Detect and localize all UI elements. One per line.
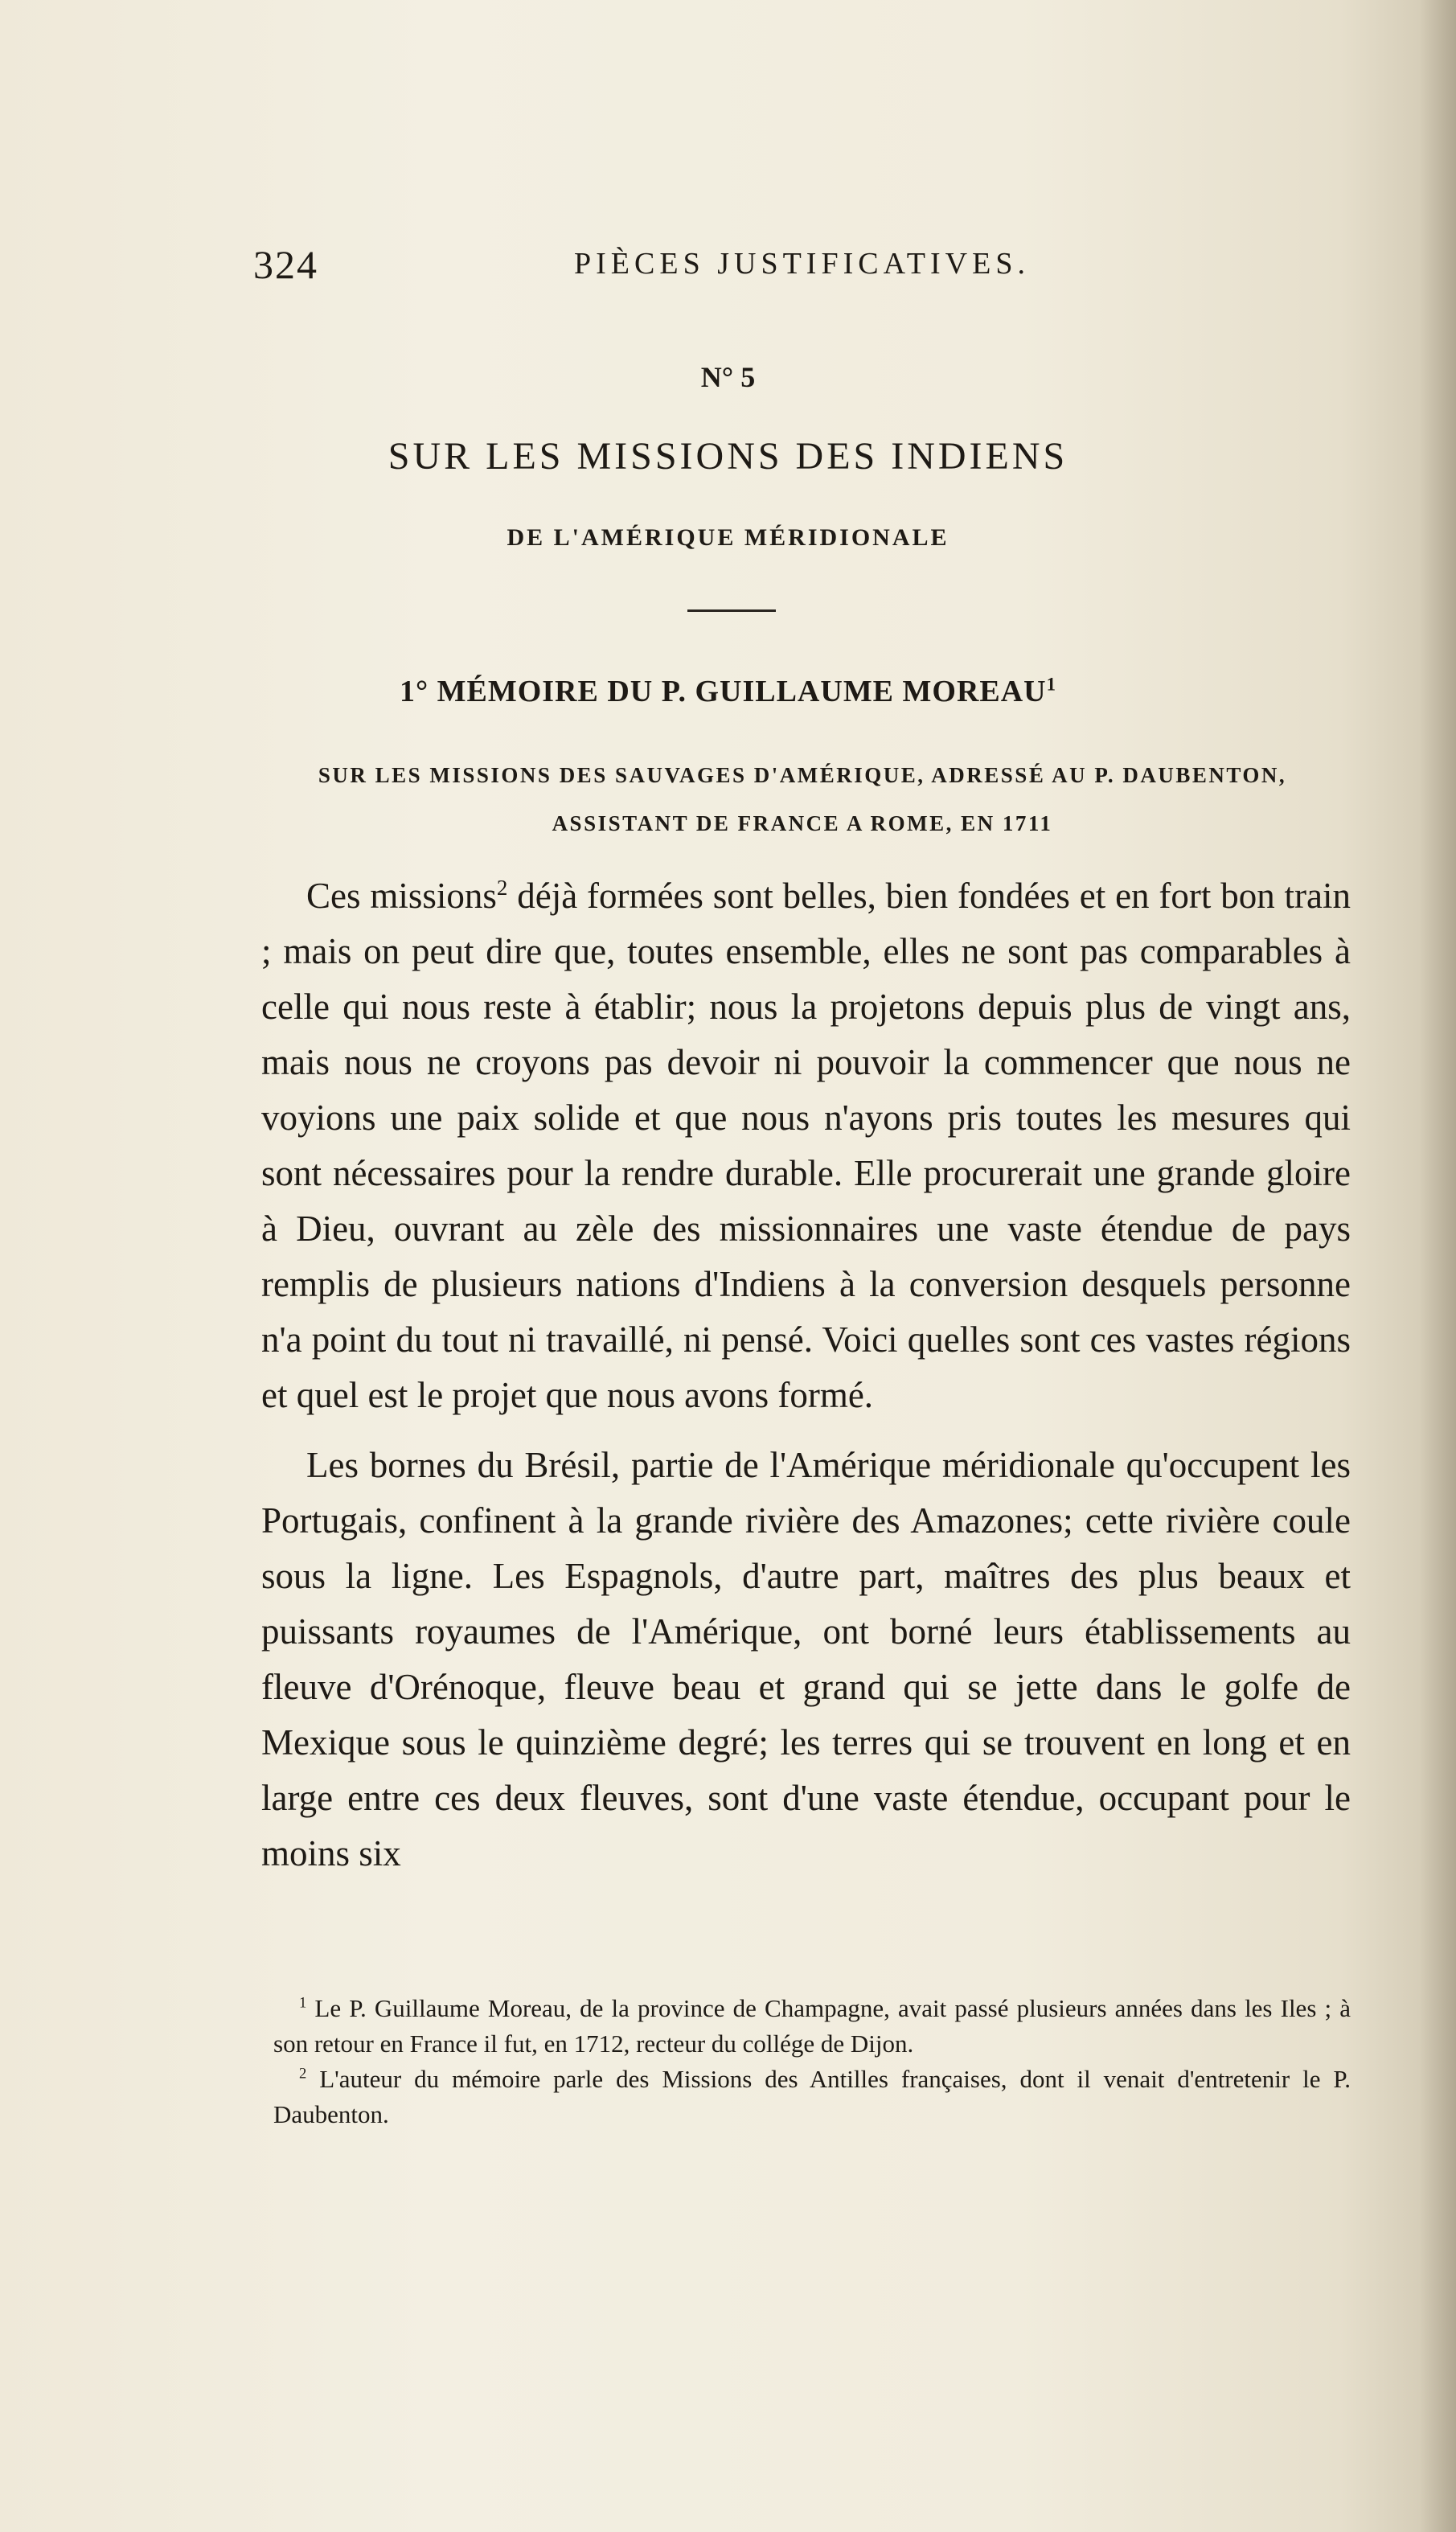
- memoir-subtitle-line1: SUR LES MISSIONS DES SAUVAGES D'AMÉRIQUE, ADRESSÉ AU P. DAUBENTON,: [318, 763, 1287, 787]
- section-title: SUR LES MISSIONS DES INDIENS: [388, 435, 1068, 478]
- memoir-subtitle-line2: ASSISTANT DE FRANCE A ROME, EN 1711: [552, 811, 1053, 835]
- memoir-subtitle: [256, 751, 1349, 847]
- paragraph-2: Les bornes du Brésil, partie de l'Amérique méridionale qu'occupent les Portugais, confinent à la grande rivière des Amazones; cette rivière coule sous la ligne. Les Espagnols, d'autre part, maîtres des plus beaux et puissants royaumes de l'Amérique, ont borné leurs établissements au fleuve d'Orénoque, fleuve beau et grand qui se jette dans le golfe de Mexique sous le quinzième degré; les terres qui se trouvent en long et en large entre ces deux fleuves, sont d'une vaste étendue, occupant pour le moins six: [261, 1445, 1351, 1873]
- page-number: 324: [253, 242, 318, 287]
- paragraph-1-rest: déjà formées sont belles, bien fondées et en fort bon train ; mais on peut dire que, toutes ensemble, elles ne sont pas comparables à celle qui nous reste à établir; nous la projetons depuis plus de vingt ans, mais nous ne croyons pas devoir ni pouvoir la commencer que nous ne voyions une paix solide et que nous n'ayons pris toutes les mesures qui sont nécessaires pour la rendre durable. Elle procurerait une grande gloire à Dieu, ouvrant au zèle des missionnaires une vaste étendue de pays remplis de plusieurs nations d'Indiens à la conversion desquels personne n'a point du tout ni travaillé, ni pensé. Voici quelles sont ces vastes régions et quel est le projet que nous avons formé.: [261, 876, 1351, 1415]
- footnote-ref-1: 1: [1046, 674, 1057, 695]
- footnotes: [273, 1991, 1351, 2132]
- paragraph-1: [261, 868, 1351, 1423]
- paragraph-1-start: Ces missions: [306, 876, 497, 916]
- footnote-ref-2: 2: [496, 876, 508, 900]
- memoir-title: [0, 674, 1456, 709]
- footnote-1-text: Le P. Guillaume Moreau, de la province de Champagne, avait passé plusieurs années dans les Iles ; à son retour en France il fut, en 1712, recteur du collége de Dijon.: [273, 1994, 1351, 2058]
- divider-rule: [687, 609, 776, 612]
- section-subtitle: DE L'AMÉRIQUE MÉRIDIONALE: [507, 524, 949, 551]
- footnote-1-marker: 1: [299, 1994, 307, 2012]
- footnote-1: [273, 1991, 1351, 2062]
- page-header: [253, 241, 1351, 289]
- footnote-2: [273, 2062, 1351, 2132]
- footnote-2-text: L'auteur du mémoire parle des Missions des Antilles françaises, dont il venait d'entretenir le P. Daubenton.: [273, 2065, 1351, 2128]
- memoir-title-text: 1° MÉMOIRE DU P. GUILLAUME MOREAU: [399, 675, 1047, 708]
- section-number: N° 5: [700, 361, 756, 393]
- footnote-2-marker: 2: [299, 2065, 307, 2083]
- running-head: PIÈCES JUSTIFICATIVES.: [574, 247, 1030, 281]
- body-text: [261, 868, 1351, 1896]
